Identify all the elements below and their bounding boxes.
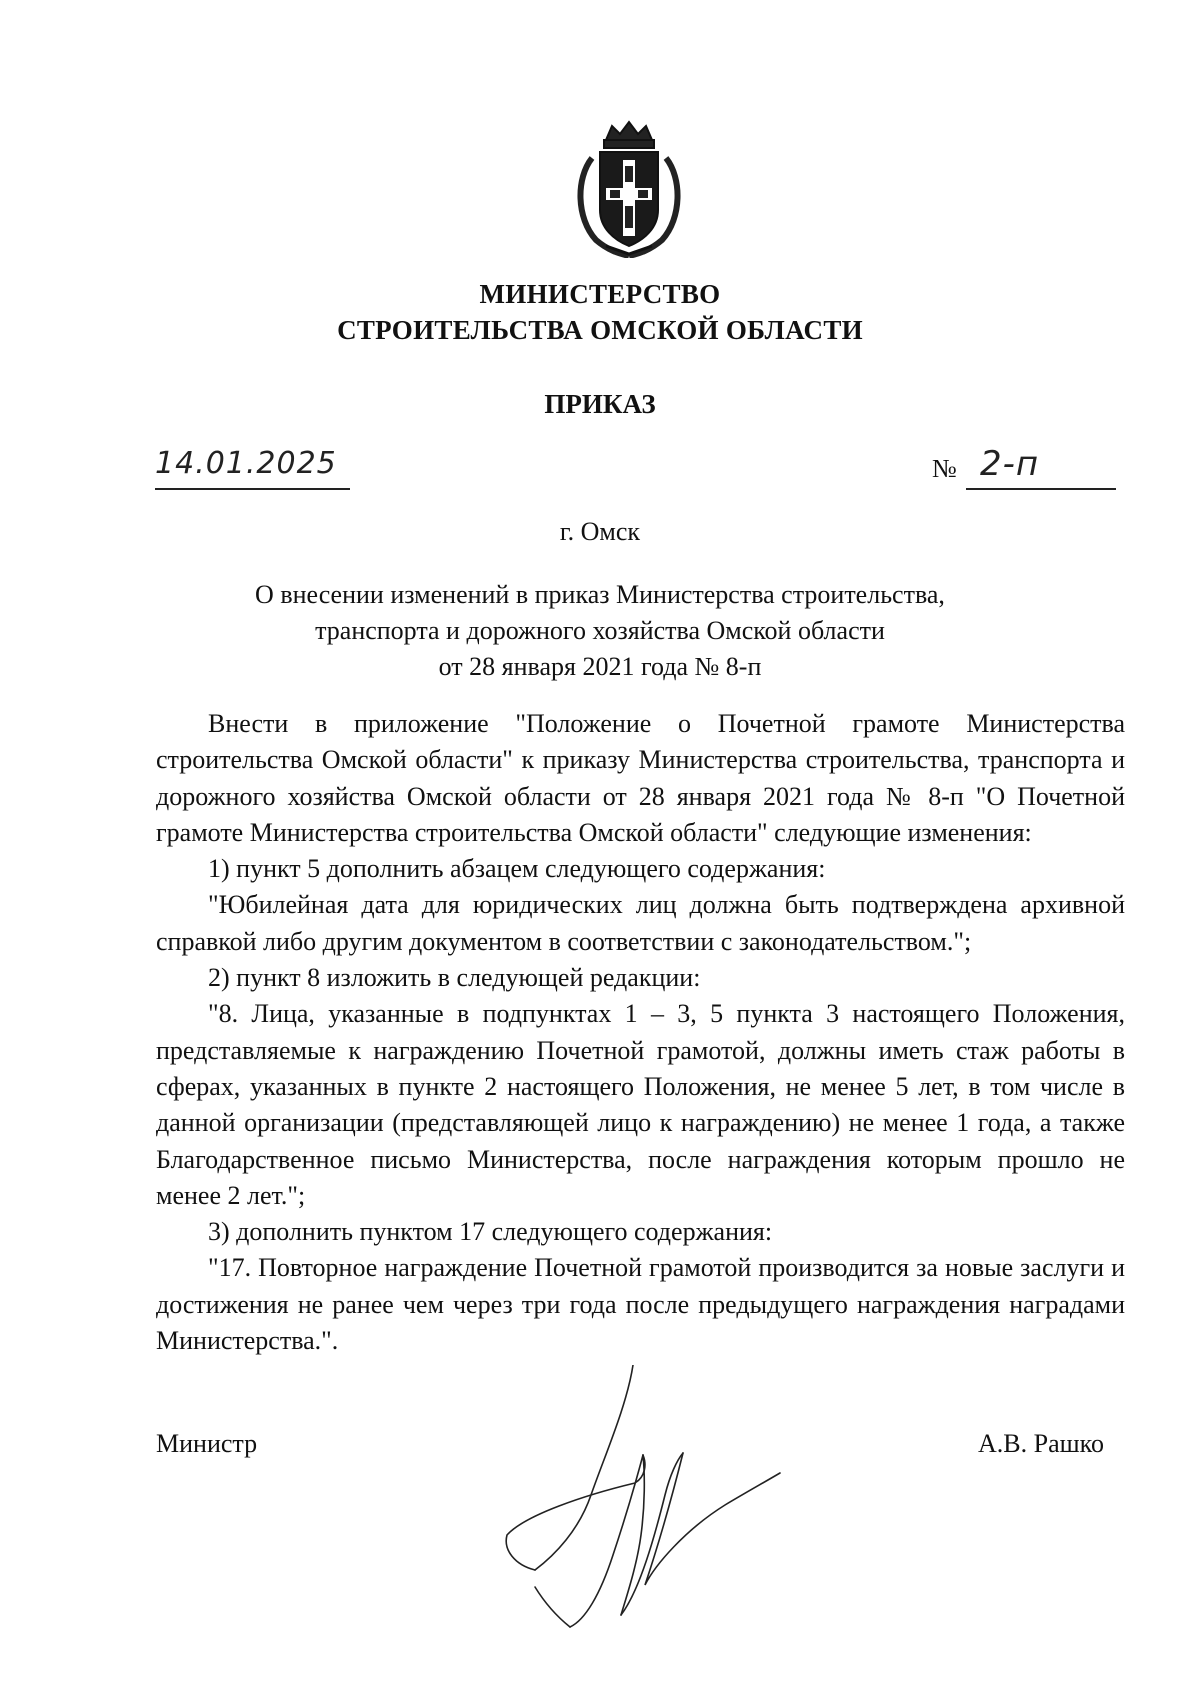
order-number: 2-п <box>980 444 1040 484</box>
ministry-name-line2: СТРОИТЕЛЬСТВА ОМСКОЙ ОБЛАСТИ <box>337 315 863 345</box>
subject-line: О внесении изменений в приказ Министерства строительства, <box>255 580 945 609</box>
order-subject <box>160 577 1040 685</box>
number-label: № <box>932 454 957 483</box>
omsk-oblast-coat-of-arms-icon <box>570 118 688 258</box>
body-item-2-text: "8. Лица, указанные в подпунктах 1 – 3, 5 пункта 3 настоящего Положения, представляемые к награждению Почетной грамотой, должны иметь стаж работы в сферах, указанных в пункте 2 настоящего Положения, не менее 5 лет, в том числе в данной организации (представляющей лицо к награждению) не менее 1 года, а также Благодарственное письмо Министерства, после награждения которым прошло не менее 2 лет."; <box>156 999 1125 1210</box>
body-item-1-text: "Юбилейная дата для юридических лиц должна быть подтверждена архивной справкой либо другим документом в соответствии с законодательством."; <box>156 890 1125 956</box>
body-item-3: 3) дополнить пунктом 17 следующего содержания: <box>208 1217 773 1247</box>
subject-line: от 28 января 2021 года № 8-п <box>438 652 762 681</box>
city: г. Омск <box>559 517 641 546</box>
body-item-1: 1) пункт 5 дополнить абзацем следующего содержания: <box>208 854 826 884</box>
ministry-name-line1: МИНИСТЕРСТВО <box>479 279 721 309</box>
signer-title: Министр <box>156 1429 258 1458</box>
body-item-2: 2) пункт 8 изложить в следующей редакции: <box>208 963 701 993</box>
body-item-3-text: "17. Повторное награждение Почетной грамотой производится за новые заслуги и достижения не ранее чем через три года после предыдущего награждения наградами Министерства.". <box>156 1253 1125 1356</box>
signer-name: А.В. Рашко <box>978 1429 1104 1458</box>
document-type: ПРИКАЗ <box>544 389 656 419</box>
body-paragraph-intro: Внести в приложение "Положение о Почетной грамоте Министерства строительства Омской области" к приказу Министерства строительства, транспорта и дорожного хозяйства Омской области от 28 января 2021 года № 8-п "О Почетной грамоте Министерства строительства Омской области" следующие изменения: <box>156 709 1125 847</box>
handwritten-signature-icon <box>495 1365 795 1635</box>
order-body <box>156 706 1125 1359</box>
subject-line: транспорта и дорожного хозяйства Омской области <box>315 616 885 645</box>
order-date: 14.01.2025 <box>155 446 337 481</box>
